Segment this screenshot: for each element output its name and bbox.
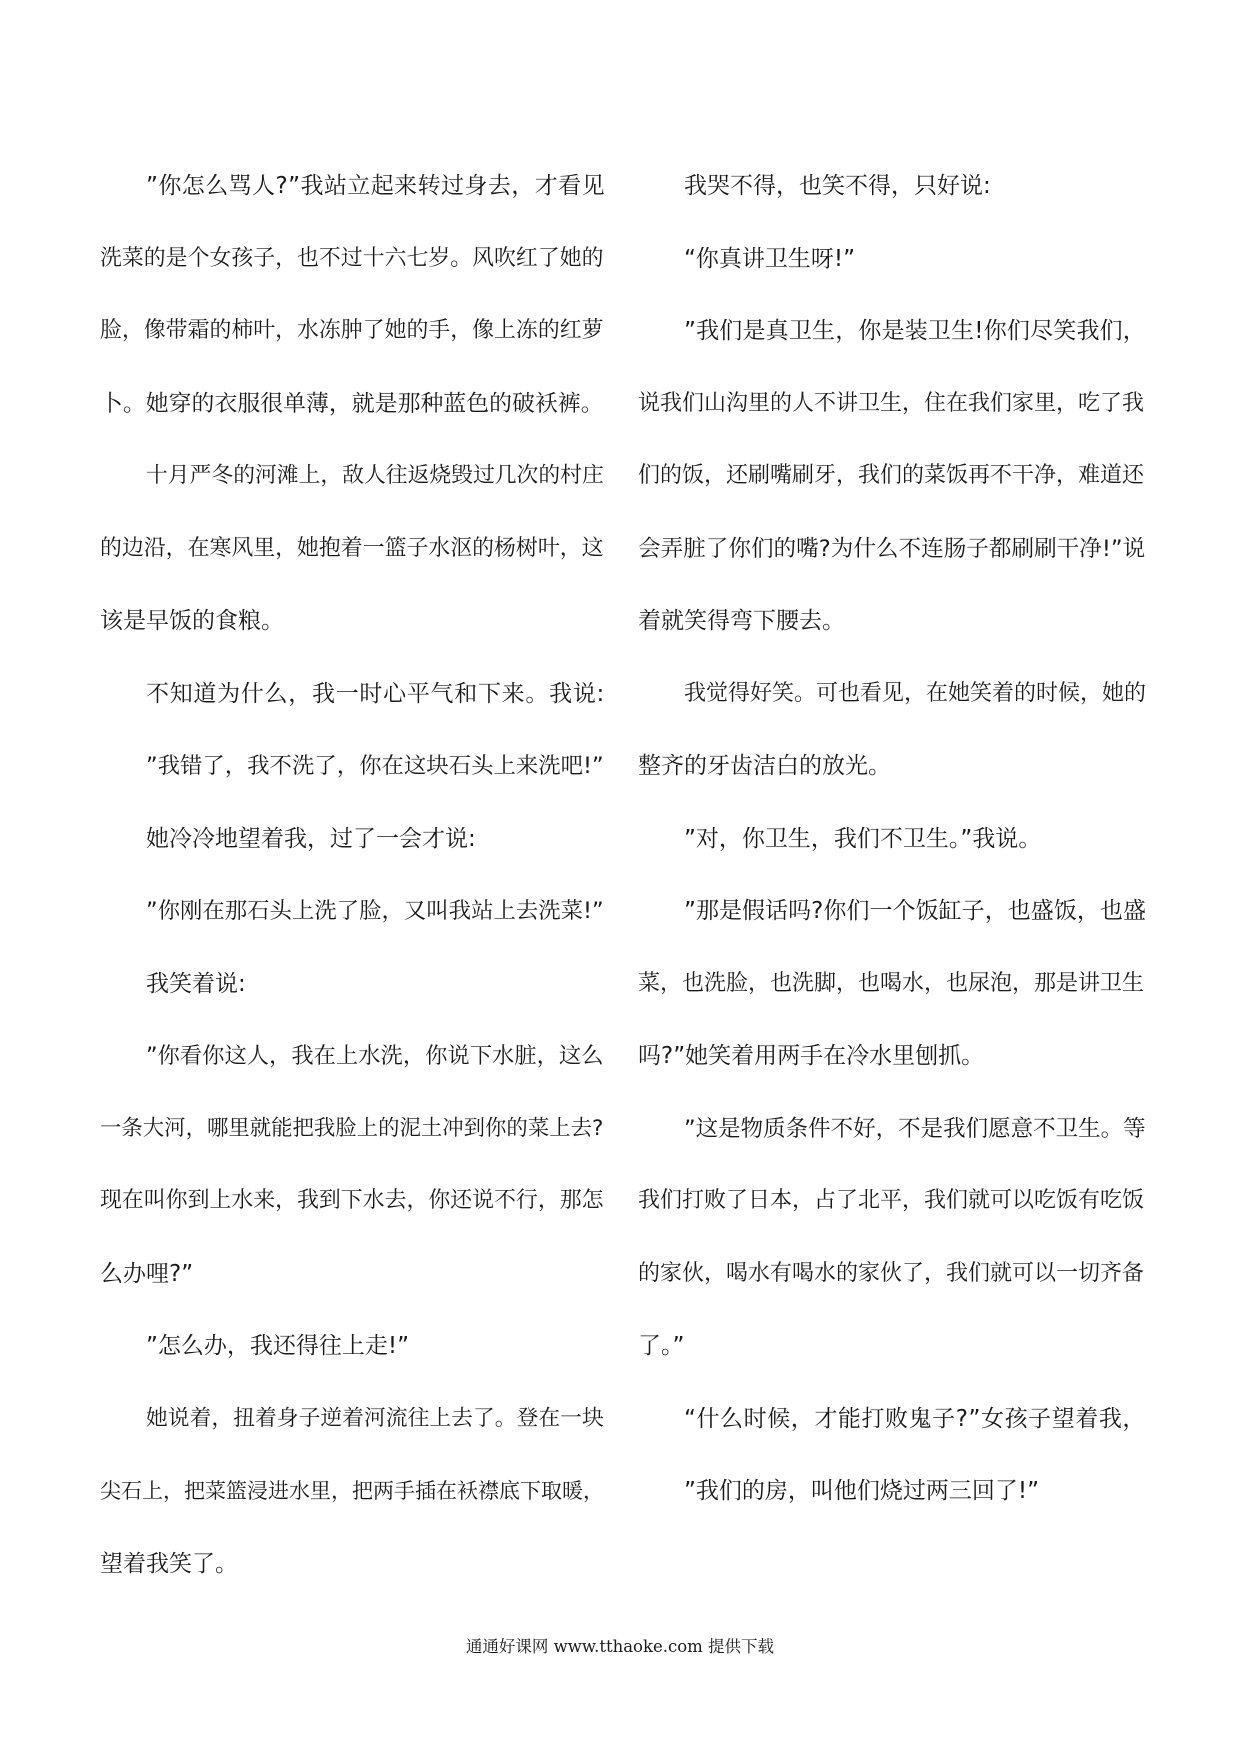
text-line: ”你怎么骂人?”我站立起来转过身去，才看见 [146,173,605,199]
left-text-column [100,150,605,1600]
text-line: 她冷冷地望着我，过了一会才说: [146,825,476,852]
text-line: 我们打败了日本，占了北平，我们就可以吃饭有吃饭 [638,1188,1145,1213]
text-line: 我哭不得，也笑不得，只好说: [684,173,991,199]
text-line: 卜。她穿的衣服很单薄，就是那种蓝色的破袄裤。 [100,390,604,417]
text-line: ”怎么办，我还得往上走!” [146,1333,410,1359]
text-line: 的家伙，喝水有喝水的家伙了，我们就可以一切齐备 [638,1260,1145,1286]
text-line: ”你刚在那石头上洗了脸，又叫我站上去洗菜!” [146,898,604,924]
text-line: 们的饭，还刷嘴刷牙，我们的菜饭再不干净，难道还 [638,463,1145,488]
text-line: 脸，像带霜的柿叶，水冻肿了她的手，像上冻的红萝 [100,318,604,343]
text-line: 我笑着说: [146,970,246,997]
text-line: 不知道为什么，我一时心平气和下来。我说: [146,680,605,707]
text-line: 会弄脏了你们的嘴?为什么不连肠子都刷刷干净!”说 [638,535,1146,562]
text-line: “你真讲卫生呀!” [684,245,856,272]
text-line: 尖石上，把菜篮浸进水里，把两手插在袄襟底下取暖， [100,1479,604,1503]
text-line: 现在叫你到上水来，我到下水去，你还说不行，那怎 [100,1188,604,1213]
text-line: 说我们山沟里的人不讲卫生，住在我们家里，吃了我 [638,390,1145,416]
text-line: 十月严冬的河滩上，敌人往返烧毁过几次的村庄 [146,463,604,488]
text-line: 吗?”她笑着用两手在冷水里刨抓。 [638,1043,985,1069]
text-line: 着就笑得弯下腰去。 [638,608,845,634]
text-line: 她说着，扭着身子逆着河流往上去了。登在一块 [146,1405,604,1431]
text-line: ”我错了，我不洗了，你在这块石头上来洗吧!” [146,753,604,779]
text-line: 的边沿，在寒风里，她抱着一篮子水沤的杨树叶，这 [100,535,604,561]
text-line: ”这是物质条件不好，不是我们愿意不卫生。等 [684,1115,1146,1142]
text-line: ”你看你这人，我在上水洗，你说下水脏，这么 [146,1043,604,1069]
text-line: ”那是假话吗?你们一个饭缸子，也盛饭，也盛 [684,898,1146,924]
text-line: 该是早饭的食粮。 [100,608,284,634]
page-footer: 通通好课网 www.tthaoke.com 提供下载 [465,1637,775,1656]
text-line: 菜，也洗脸，也洗脚，也喝水，也尿泡，那是讲卫生 [638,970,1145,996]
text-line: 望着我笑了。 [100,1550,238,1577]
text-line: 整齐的牙齿洁白的放光。 [638,753,891,779]
text-line: 么办哩?” [100,1260,194,1287]
text-line: ”我们是真卫生，你是装卫生!你们尽笑我们， [684,318,1146,344]
text-line: 我觉得好笑。可也看见，在她笑着的时候，她的 [684,680,1147,706]
text-line: ”对，你卫生，我们不卫生。”我说。 [684,825,1042,852]
text-line: 一条大河，哪里就能把我脸上的泥土冲到你的菜上去? [100,1115,604,1141]
text-line: “什么时候，才能打败鬼子?”女孩子望着我， [684,1405,1146,1432]
text-line: 洗菜的是个女孩子，也不过十六七岁。风吹红了她的 [100,245,604,271]
text-line: ”我们的房，叫他们烧过两三回了!” [684,1478,1040,1504]
right-text-column [638,150,1146,1528]
text-line: 了。” [638,1333,685,1359]
